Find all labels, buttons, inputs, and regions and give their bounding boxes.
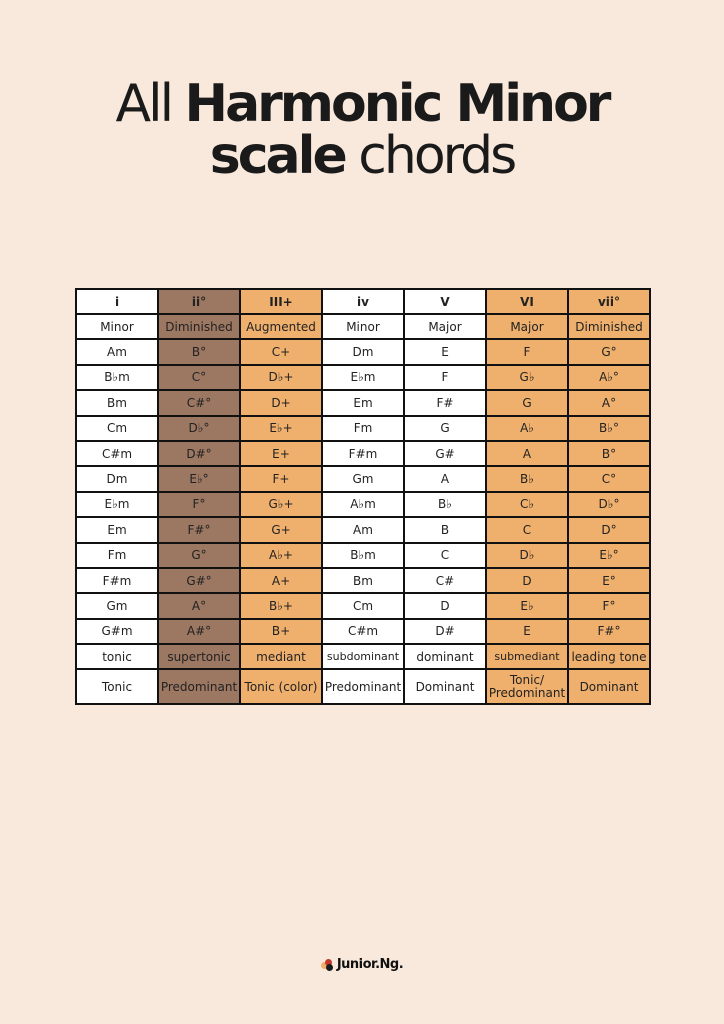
- chord-row-cell: D♭+: [240, 365, 322, 390]
- chord-row-cell: F#m: [76, 568, 158, 593]
- title-line-2: [0, 126, 724, 186]
- chord-row: [76, 517, 650, 542]
- chord-row-cell: B+: [240, 619, 322, 644]
- chord-row-cell: B♭m: [322, 543, 404, 568]
- chord-row: [76, 568, 650, 593]
- title-part-harmonic-minor: Harmonic Minor: [184, 74, 609, 134]
- chord-row-cell: Dm: [322, 339, 404, 364]
- chord-row-cell: D♭: [486, 543, 568, 568]
- degree-header-row-cell: i: [76, 289, 158, 314]
- chord-row-cell: A♭m: [322, 492, 404, 517]
- chord-row-cell: Dm: [76, 466, 158, 491]
- chord-row-cell: Cm: [322, 593, 404, 618]
- chord-row-cell: F: [486, 339, 568, 364]
- chord-row-cell: Bm: [76, 390, 158, 415]
- chord-row-cell: Am: [322, 517, 404, 542]
- chord-row-cell: D+: [240, 390, 322, 415]
- chord-row-cell: B♭m: [76, 365, 158, 390]
- chord-row-cell: G#°: [158, 568, 240, 593]
- chord-row: [76, 466, 650, 491]
- function-row-cell: tonic: [76, 644, 158, 669]
- quality-row-cell: Minor: [322, 314, 404, 339]
- chord-row-cell: D: [404, 593, 486, 618]
- function-row-cell: dominant: [404, 644, 486, 669]
- degree-header-row: [76, 289, 650, 314]
- role-row-cell: Predominant: [322, 669, 404, 704]
- role-row-cell: Tonic (color): [240, 669, 322, 704]
- function-row-cell: leading tone: [568, 644, 650, 669]
- chord-row-cell: D: [486, 568, 568, 593]
- chord-row-cell: C#m: [76, 441, 158, 466]
- chord-row-cell: C°: [568, 466, 650, 491]
- chord-row-cell: D♭°: [158, 416, 240, 441]
- chord-row-cell: G♭+: [240, 492, 322, 517]
- function-row-cell: subdominant: [322, 644, 404, 669]
- chord-row-cell: C: [404, 543, 486, 568]
- chord-row-cell: G#m: [76, 619, 158, 644]
- chord-row-cell: Fm: [322, 416, 404, 441]
- chord-row: [76, 619, 650, 644]
- chord-row: [76, 339, 650, 364]
- title-part-all: All: [115, 74, 185, 134]
- role-row-cell: Tonic/ Predominant: [486, 669, 568, 704]
- brand-logo: [0, 957, 724, 972]
- chord-row-cell: B♭: [404, 492, 486, 517]
- chord-table: [75, 288, 651, 705]
- chord-row-cell: A°: [158, 593, 240, 618]
- quality-row-cell: Major: [486, 314, 568, 339]
- chord-row-cell: F°: [158, 492, 240, 517]
- degree-header-row-cell: ii°: [158, 289, 240, 314]
- chord-row-cell: A: [486, 441, 568, 466]
- chord-row-cell: E♭: [486, 593, 568, 618]
- degree-header-row-cell: III+: [240, 289, 322, 314]
- title-line-1: [0, 74, 724, 134]
- chord-row-cell: B♭°: [568, 416, 650, 441]
- chord-row-cell: A: [404, 466, 486, 491]
- degree-header-row-cell: V: [404, 289, 486, 314]
- chord-row-cell: B°: [568, 441, 650, 466]
- chord-row-cell: C#m: [322, 619, 404, 644]
- chord-row-cell: E: [404, 339, 486, 364]
- chord-row-cell: G♭: [486, 365, 568, 390]
- chord-row-cell: F°: [568, 593, 650, 618]
- chord-row-cell: G: [404, 416, 486, 441]
- chord-row-cell: Bm: [322, 568, 404, 593]
- title-part-scale: scale: [209, 126, 345, 186]
- chord-row-cell: E°: [568, 568, 650, 593]
- chord-row-cell: A°: [568, 390, 650, 415]
- role-row: [76, 669, 650, 704]
- chord-row-cell: G+: [240, 517, 322, 542]
- chord-row-cell: Fm: [76, 543, 158, 568]
- chord-row-cell: E♭°: [158, 466, 240, 491]
- function-row-cell: supertonic: [158, 644, 240, 669]
- chord-row-cell: C: [486, 517, 568, 542]
- quality-row-cell: Diminished: [568, 314, 650, 339]
- function-row-cell: mediant: [240, 644, 322, 669]
- chord-row: [76, 593, 650, 618]
- quality-row-cell: Augmented: [240, 314, 322, 339]
- chord-row-cell: D#: [404, 619, 486, 644]
- degree-header-row-cell: vii°: [568, 289, 650, 314]
- chord-row-cell: G#: [404, 441, 486, 466]
- chord-row: [76, 416, 650, 441]
- page-title: [0, 74, 724, 186]
- chord-row-cell: E: [486, 619, 568, 644]
- quality-row-cell: Minor: [76, 314, 158, 339]
- quality-row-cell: Diminished: [158, 314, 240, 339]
- chord-row: [76, 390, 650, 415]
- role-row-cell: Tonic: [76, 669, 158, 704]
- chord-row-cell: C+: [240, 339, 322, 364]
- chord-row-cell: E+: [240, 441, 322, 466]
- chord-row-cell: C#: [404, 568, 486, 593]
- chord-row-cell: C#°: [158, 390, 240, 415]
- chord-row-cell: A♭+: [240, 543, 322, 568]
- chord-row-cell: B♭: [486, 466, 568, 491]
- title-part-chords: chords: [344, 126, 515, 186]
- chord-row-cell: A+: [240, 568, 322, 593]
- function-row: [76, 644, 650, 669]
- function-row-cell: submediant: [486, 644, 568, 669]
- chord-row-cell: F#m: [322, 441, 404, 466]
- chord-row-cell: C♭: [486, 492, 568, 517]
- logo-text: Junior.Ng.: [336, 957, 404, 972]
- chord-row-cell: F#°: [158, 517, 240, 542]
- quality-row: [76, 314, 650, 339]
- chord-row-cell: F#°: [568, 619, 650, 644]
- chord-row-cell: Am: [76, 339, 158, 364]
- chord-row-cell: B: [404, 517, 486, 542]
- chord-row-cell: A♭: [486, 416, 568, 441]
- chord-row-cell: B°: [158, 339, 240, 364]
- chord-row: [76, 492, 650, 517]
- degree-header-row-cell: VI: [486, 289, 568, 314]
- chord-row-cell: E♭+: [240, 416, 322, 441]
- chord-row-cell: D°: [568, 517, 650, 542]
- quality-row-cell: Major: [404, 314, 486, 339]
- chord-row-cell: G°: [158, 543, 240, 568]
- chord-row-cell: D#°: [158, 441, 240, 466]
- chord-row-cell: Gm: [76, 593, 158, 618]
- chord-row: [76, 441, 650, 466]
- chord-row-cell: F: [404, 365, 486, 390]
- chord-row-cell: C°: [158, 365, 240, 390]
- chord-row: [76, 543, 650, 568]
- chord-row-cell: A♭°: [568, 365, 650, 390]
- chord-row-cell: G: [486, 390, 568, 415]
- logo-icon: [321, 959, 335, 971]
- role-row-cell: Dominant: [568, 669, 650, 704]
- role-row-cell: Dominant: [404, 669, 486, 704]
- chord-row-cell: B♭+: [240, 593, 322, 618]
- chord-row-cell: A#°: [158, 619, 240, 644]
- chord-row-cell: E♭m: [76, 492, 158, 517]
- chord-row-cell: Em: [322, 390, 404, 415]
- chord-row-cell: F#: [404, 390, 486, 415]
- chord-row-cell: E♭°: [568, 543, 650, 568]
- chord-row-cell: Gm: [322, 466, 404, 491]
- chord-row-cell: Em: [76, 517, 158, 542]
- chord-row-cell: G°: [568, 339, 650, 364]
- role-row-cell: Predominant: [158, 669, 240, 704]
- chord-row-cell: D♭°: [568, 492, 650, 517]
- chord-row: [76, 365, 650, 390]
- chord-row-cell: E♭m: [322, 365, 404, 390]
- chord-row-cell: F+: [240, 466, 322, 491]
- chord-row-cell: Cm: [76, 416, 158, 441]
- degree-header-row-cell: iv: [322, 289, 404, 314]
